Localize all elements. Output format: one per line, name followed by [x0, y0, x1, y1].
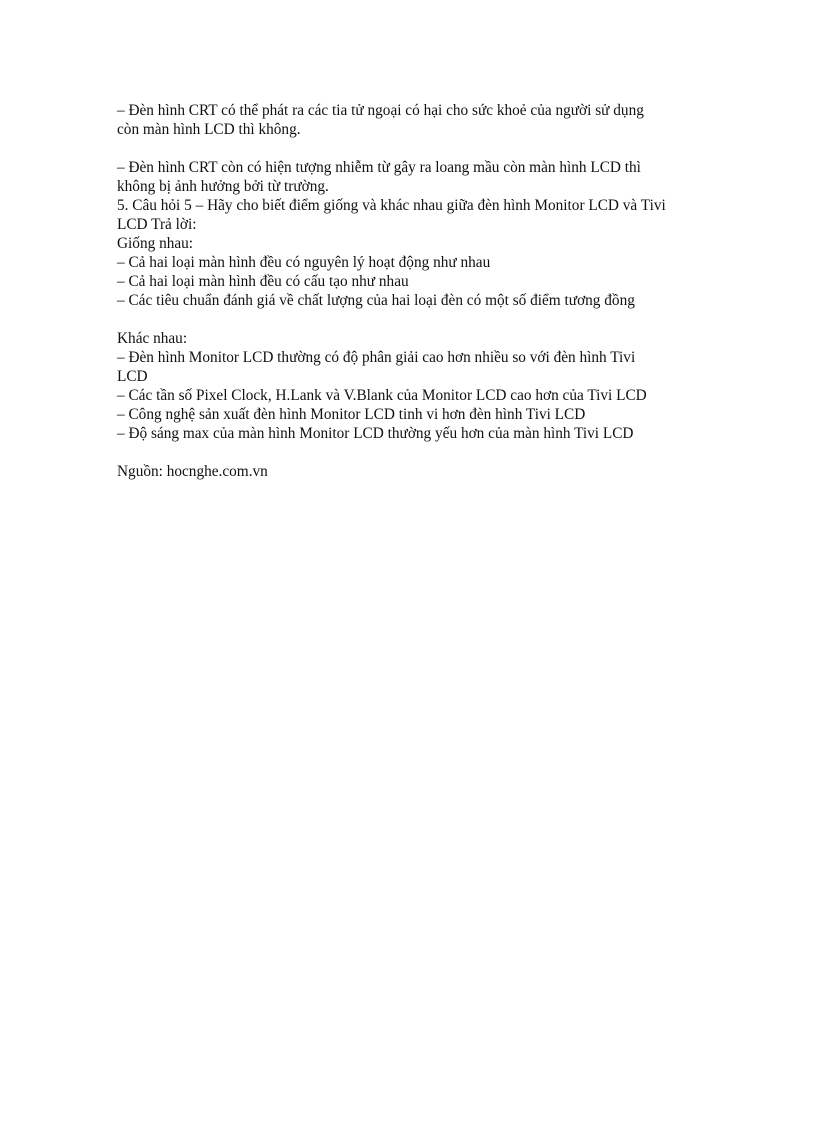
text-line: không bị ảnh hưởng bởi từ trường. [117, 178, 329, 195]
difference-item: – Công nghệ sản xuất đèn hình Monitor LCD tinh vi hơn đèn hình Tivi LCD [117, 406, 586, 423]
difference-item: LCD [117, 368, 148, 385]
paragraph-spacer [117, 139, 707, 158]
differences-heading: Khác nhau: [117, 330, 188, 347]
paragraph-spacer [117, 310, 707, 329]
paragraph-spacer [117, 443, 707, 462]
similarities-section [117, 234, 707, 310]
difference-item: – Độ sáng max của màn hình Monitor LCD thường yếu hơn của màn hình Tivi LCD [117, 425, 634, 442]
difference-item: – Các tần số Pixel Clock, H.Lank và V.Blank của Monitor LCD cao hơn của Tivi LCD [117, 387, 647, 404]
question-line: LCD Trả lời: [117, 216, 197, 233]
similarity-item: – Cả hai loại màn hình đều có cấu tạo như nhau [117, 273, 409, 290]
similarity-item: – Các tiêu chuẩn đánh giá về chất lượng của hai loại đèn có một số điểm tương đồng [117, 292, 635, 309]
source-credit: Nguồn: hocnghe.com.vn [117, 463, 268, 480]
text-line: – Đèn hình CRT có thể phát ra các tia tử ngoại có hại cho sức khoẻ của người sử dụng [117, 102, 644, 119]
differences-section [117, 329, 707, 443]
similarities-heading: Giống nhau: [117, 235, 194, 252]
text-line: – Đèn hình CRT còn có hiện tượng nhiễm từ gây ra loang mầu còn màn hình LCD thì [117, 159, 641, 176]
document-page [117, 101, 707, 481]
question-5 [117, 196, 707, 234]
similarity-item: – Cả hai loại màn hình đều có nguyên lý hoạt động như nhau [117, 254, 491, 271]
question-line: 5. Câu hỏi 5 – Hãy cho biết điểm giống và khác nhau giữa đèn hình Monitor LCD và Tivi [117, 197, 666, 214]
paragraph-crt-magnetic [117, 158, 707, 196]
text-line: còn màn hình LCD thì không. [117, 121, 301, 138]
paragraph-crt-uv [117, 101, 707, 139]
difference-item: – Đèn hình Monitor LCD thường có độ phân giải cao hơn nhiều so với đèn hình Tivi [117, 349, 636, 366]
